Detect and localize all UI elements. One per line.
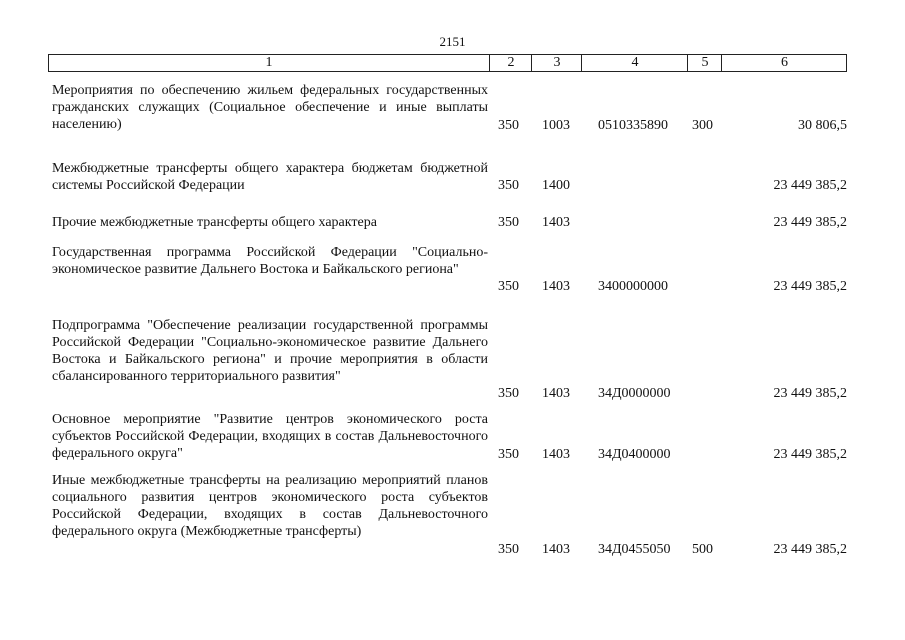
row-col-2: 350 [498, 118, 519, 133]
row-description: Государственная программа Российской Федерации "Социально-экономическое развитие Дальнего Востока и Байкальского региона" [52, 245, 488, 277]
row-description: Прочие межбюджетные трансферты общего характера [52, 215, 377, 230]
row-col-3: 1403 [542, 279, 570, 294]
row-col-5: 300 [692, 118, 713, 133]
row-col-3: 1403 [542, 447, 570, 462]
row-col-6: 23 449 385,2 [773, 542, 847, 557]
row-description: Подпрограмма "Обеспечение реализации государственной программы Российской Федерации "Социально-экономическое развитие Дальнего Востока и Байкальского региона" и прочие мероприятия в области сбалансированного территориального развития" [52, 318, 488, 384]
row-col-2: 350 [498, 542, 519, 557]
row-col-2: 350 [498, 178, 519, 193]
row-col-2: 350 [498, 386, 519, 401]
header-col-1: 1 [265, 55, 273, 70]
row-col-2: 350 [498, 447, 519, 462]
page-number: 2151 [439, 34, 466, 49]
row-col-3: 1403 [542, 215, 570, 230]
row-col-4: 34Д0400000 [598, 447, 671, 462]
row-description: Иные межбюджетные трансферты на реализацию мероприятий планов социального развития центров экономического роста субъектов Российской Федерации, входящих в состав Дальневосточного федерального округа (Межбюджетные трансферты) [52, 473, 488, 539]
row-col-4: 34Д0000000 [598, 386, 671, 401]
row-description: Основное мероприятие "Развитие центров экономического роста субъектов Российской Федерации, входящих в состав Дальневосточного федерального округа" [52, 412, 488, 461]
header-col-3: 3 [531, 55, 582, 71]
header-col-2: 2 [489, 55, 532, 71]
row-col-5: 500 [692, 542, 713, 557]
row-col-6: 30 806,5 [798, 118, 847, 133]
row-col-3: 1403 [542, 542, 570, 557]
row-description: Межбюджетные трансферты общего характера бюджетам бюджетной системы Российской Федерации [52, 161, 488, 193]
row-col-4: 3400000000 [598, 279, 668, 294]
row-col-6: 23 449 385,2 [773, 386, 847, 401]
row-col-6: 23 449 385,2 [773, 279, 847, 294]
row-description: Мероприятия по обеспечению жильем федеральных государственных гражданских служащих (Социальное обеспечение и иные выплаты населению) [52, 83, 488, 132]
row-col-2: 350 [498, 279, 519, 294]
row-col-4: 0510335890 [598, 118, 668, 133]
header-col-6: 6 [721, 55, 847, 71]
row-col-6: 23 449 385,2 [773, 447, 847, 462]
row-col-3: 1003 [542, 118, 570, 133]
table-header [48, 54, 847, 72]
header-col-4: 4 [581, 55, 688, 71]
row-col-4: 34Д0455050 [598, 542, 671, 557]
row-col-6: 23 449 385,2 [773, 215, 847, 230]
header-col-5: 5 [687, 55, 722, 71]
row-col-3: 1403 [542, 386, 570, 401]
row-col-3: 1400 [542, 178, 570, 193]
row-col-2: 350 [498, 215, 519, 230]
row-col-6: 23 449 385,2 [773, 178, 847, 193]
